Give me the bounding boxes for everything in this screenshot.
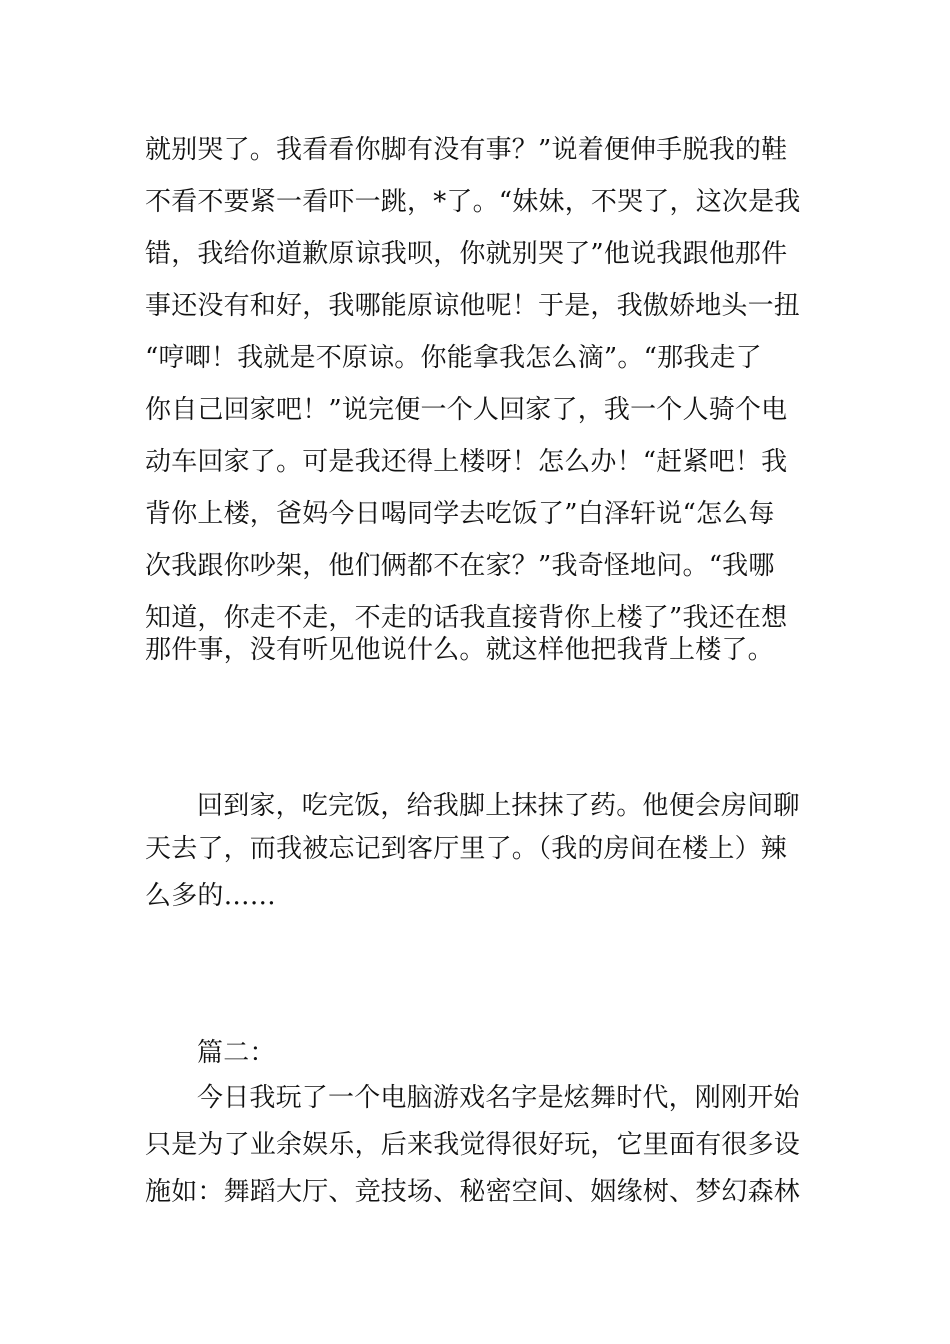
paragraph-1-line: 背你上楼，爸妈今日喝同学去吃饭了”白泽轩说“怎么每 [145, 499, 775, 529]
paragraph-2-line: 天去了，而我被忘记到客厅里了。（我的房间在楼上）辣 [145, 834, 788, 864]
paragraph-1-line: “哼唧！我就是不原谅。你能拿我怎么滴”。“那我走了 [145, 343, 762, 373]
paragraph-3-line: 只是为了业余娱乐，后来我觉得很好玩，它里面有很多设 [145, 1130, 801, 1160]
paragraph-2-line: 么多的…… [145, 881, 277, 911]
paragraph-1-line: 不看不要紧一看吓一跳，*了。“妹妹，不哭了，这次是我 [145, 187, 801, 217]
paragraph-1-line: 那件事，没有听见他说什么。就这样他把我背上楼了。 [145, 635, 774, 665]
section-heading: 篇二： [197, 1038, 276, 1068]
paragraph-1-line: 你自己回家吧！”说完便一个人回家了，我一个人骑个电 [145, 395, 788, 425]
paragraph-1-line: 次我跟你吵架，他们俩都不在家？”我奇怪地问。“我哪 [145, 551, 775, 581]
paragraph-1-line: 错，我给你道歉原谅我呗，你就别哭了”他说我跟他那件 [145, 239, 788, 269]
paragraph-1-line: 知道，你走不走，不走的话我直接背你上楼了”我还在想 [145, 603, 788, 633]
paragraph-2-line: 回到家，吃完饭，给我脚上抹抹了药。他便会房间聊 [197, 791, 800, 821]
paragraph-3-line: 今日我玩了一个电脑游戏名字是炫舞时代，刚刚开始 [197, 1083, 800, 1113]
paragraph-1-line: 动车回家了。可是我还得上楼呀！怎么办！“赶紧吧！我 [145, 447, 788, 477]
paragraph-1-line: 事还没有和好，我哪能原谅他呢！于是，我傲娇地头一扭 [145, 291, 801, 321]
paragraph-3-line: 施如：舞蹈大厅、竞技场、秘密空间、姻缘树、梦幻森林 [145, 1177, 801, 1207]
paragraph-1-line: 就别哭了。我看看你脚有没有事？”说着便伸手脱我的鞋 [145, 135, 788, 165]
